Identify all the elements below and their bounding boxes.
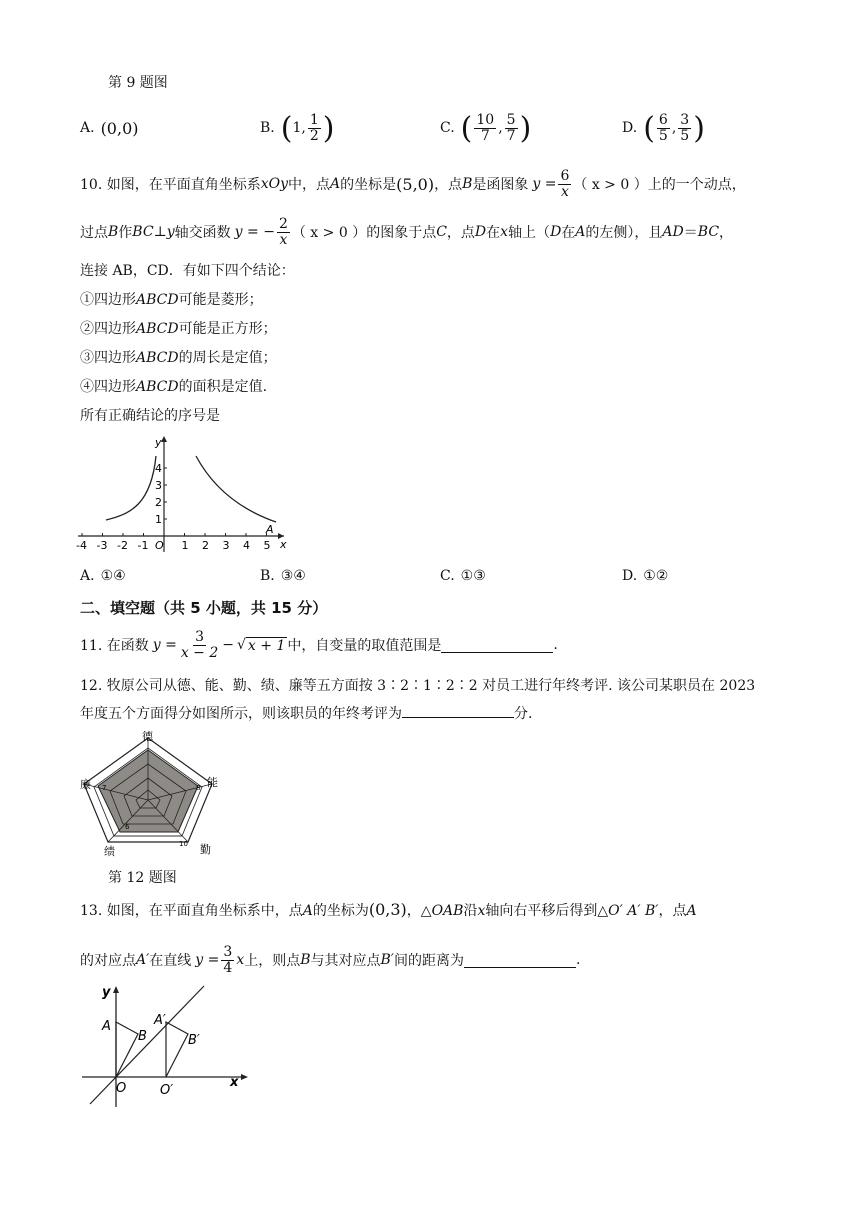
option-letter: C. xyxy=(440,568,455,584)
answer-blank[interactable] xyxy=(402,703,514,718)
frac-den: x − 2 xyxy=(180,644,219,661)
option-letter: A. xyxy=(80,120,95,136)
x-axis-label: x xyxy=(230,1075,239,1090)
text: . xyxy=(575,952,581,968)
point-b-prime-label: B′ xyxy=(188,1033,200,1048)
text: 年度五个方面得分如图所示，则该职员的年终考评为 xyxy=(80,706,402,722)
option-letter: C. xyxy=(440,120,455,136)
y-axis-label: y xyxy=(102,985,111,1000)
q10-line1 xyxy=(80,160,746,208)
math: y = xyxy=(195,952,220,968)
math: AD xyxy=(662,224,684,240)
radar-label-de: 德 xyxy=(142,730,153,743)
x-tick-label: O xyxy=(155,539,164,552)
math: D xyxy=(550,224,562,240)
point-b-label: B xyxy=(138,1029,147,1044)
option-text: ①② xyxy=(643,568,669,584)
q10-line3: 连接 AB，CD．有如下四个结论： xyxy=(80,263,295,279)
radar-label-qin: 勤 xyxy=(200,843,211,856)
q13-line1 xyxy=(80,900,697,920)
frac-den: 5 xyxy=(658,127,668,144)
q12-line1: 12. 牧原公司从德、能、勤、绩、廉等五方面按 3∶2∶1∶2∶2 对员工进行年终考评. 该公司某职员在 2023 xyxy=(80,678,756,694)
text: 在 xyxy=(486,225,501,241)
line-y-3-4x xyxy=(90,986,204,1104)
option-value: (0,0) xyxy=(100,118,139,138)
frac-den: x xyxy=(279,231,288,248)
math: O′ A′ B′ xyxy=(608,903,659,919)
q10-hyperbola-graph xyxy=(76,434,288,556)
radar-value-label: 7 xyxy=(102,784,107,792)
q10-line2 xyxy=(80,208,733,256)
text: 与其对应点 xyxy=(310,953,381,969)
text: 的周长是定值； xyxy=(178,350,277,366)
text: 的面积是定值. xyxy=(178,379,268,395)
text: 沿 xyxy=(463,903,478,919)
frac-num: 10 xyxy=(476,111,495,128)
text: （ x > 0 ）的图象于点 xyxy=(291,225,437,241)
math: y = − xyxy=(234,224,275,240)
radar-label-lian: 廉 xyxy=(80,778,91,791)
math: − xyxy=(222,637,234,653)
math: BC xyxy=(697,224,720,240)
text: ①四边形 xyxy=(80,292,136,308)
text: 的坐标是 xyxy=(340,177,397,193)
q10-option-d xyxy=(622,568,668,584)
math: B′ xyxy=(380,952,394,968)
triangle-o-a-b-prime xyxy=(166,1022,188,1077)
text: 可能是菱形； xyxy=(178,292,263,308)
q9-option-d: D. ( $\frac{6}{5}$ , $\frac{3}{5}$ ) xyxy=(622,110,705,146)
text: 是函图象 xyxy=(472,177,529,193)
x-tick-label: -4 xyxy=(76,539,87,552)
frac-den: x xyxy=(560,183,569,200)
y-tick-label: 2 xyxy=(155,496,162,509)
text: 轴交函数 xyxy=(174,225,231,241)
q11-line: 11. 在函数 y = $\frac{3}{x - 2}$ − √ x + 1 中，自变量的取值范围是 . xyxy=(80,628,558,661)
radar-label-ji: 绩 xyxy=(104,845,115,858)
text: . xyxy=(553,637,558,653)
math: (5,0) xyxy=(396,174,435,194)
math: A xyxy=(302,903,313,919)
math: ABCD xyxy=(136,292,179,308)
frac-den: 2 xyxy=(309,127,319,144)
x-tick-label: 4 xyxy=(243,539,250,552)
q9-caption: 第 9 题图 xyxy=(108,75,168,91)
x-tick-label: -1 xyxy=(137,539,149,552)
math: B xyxy=(300,952,311,968)
text: 间的距离为 xyxy=(393,953,464,969)
text: 上，则点 xyxy=(244,953,301,969)
math: y = xyxy=(152,637,177,653)
q10-conclusion-4 xyxy=(80,376,267,396)
text: 的左侧），且 xyxy=(585,225,663,241)
option-letter: D. xyxy=(622,120,638,136)
text: 10. 如图，在平面直角坐标系 xyxy=(80,177,261,193)
math: OAB xyxy=(431,903,464,919)
point-a-label: A xyxy=(102,1019,111,1034)
sqrt-radicand: x + 1 xyxy=(247,637,286,654)
q13-line2 xyxy=(80,936,580,984)
text: ，点 xyxy=(446,225,475,241)
x-tick-label: 3 xyxy=(222,539,230,552)
point-a-label: A xyxy=(266,523,274,536)
frac-num: 1 xyxy=(309,111,319,128)
answer-blank[interactable] xyxy=(441,638,553,653)
left-curve xyxy=(106,456,156,520)
math: BC xyxy=(132,224,154,240)
q10-conclusion-2 xyxy=(80,318,277,338)
q10-conclusion-3 xyxy=(80,347,277,367)
answer-blank[interactable] xyxy=(464,953,576,968)
math: ＝ xyxy=(683,225,698,241)
math: D xyxy=(474,224,487,240)
text: ②四边形 xyxy=(80,321,136,337)
math: ABCD xyxy=(136,379,179,395)
q10-option-a xyxy=(80,568,126,584)
text: ④四边形 xyxy=(80,379,136,395)
math: ABCD xyxy=(136,350,179,366)
radar-value-label: 10 xyxy=(179,840,188,848)
math: A xyxy=(330,176,341,192)
frac-num: 6 xyxy=(658,111,668,128)
x-axis-arrow-icon xyxy=(241,1074,248,1080)
x-tick-label: -3 xyxy=(96,539,108,552)
math: A xyxy=(686,903,697,919)
math: x xyxy=(477,903,486,919)
x-tick-label: 5 xyxy=(263,539,271,552)
math: B xyxy=(108,224,119,240)
text: ，点 xyxy=(434,177,463,193)
option-text: ③④ xyxy=(280,568,306,584)
q12-radar-chart xyxy=(76,728,226,858)
text: ③四边形 xyxy=(80,350,136,366)
x-axis-label: x xyxy=(280,538,287,551)
text: 在 xyxy=(561,225,576,241)
frac-num: 6 xyxy=(560,167,570,184)
radar-label-neng: 能 xyxy=(207,776,218,789)
text: 11. 在函数 xyxy=(80,638,149,654)
option-letter: B. xyxy=(260,120,275,136)
point-a-prime-label: A′ xyxy=(154,1013,166,1028)
text: 的对应点 xyxy=(80,953,136,969)
q13-translation-graph xyxy=(76,982,256,1112)
point-o-prime-label: O′ xyxy=(160,1083,174,1098)
y-tick-label: 3 xyxy=(155,479,162,492)
q12-line2 xyxy=(80,703,532,723)
math: x xyxy=(236,952,245,968)
text: 轴向右平移后得到△ xyxy=(485,903,609,919)
y-tick-label: 4 xyxy=(155,462,162,475)
x-tick-label: 1 xyxy=(181,539,189,552)
option-text: ①③ xyxy=(460,568,486,584)
frac-num: 3 xyxy=(195,628,204,645)
text: 分. xyxy=(514,706,533,722)
tick-group xyxy=(76,462,271,552)
section-heading: 二、填空题（共 5 小题，共 15 分） xyxy=(80,599,328,617)
frac-num: 2 xyxy=(278,215,288,232)
text: 中，自变量的取值范围是 xyxy=(287,638,442,654)
math: y xyxy=(166,224,175,240)
q10-option-b xyxy=(260,568,306,584)
text: 过点 xyxy=(80,225,108,241)
text: 中，点 xyxy=(288,177,331,193)
x-tick-label: 2 xyxy=(202,539,209,552)
frac-num: 3 xyxy=(223,943,233,960)
q10-option-c xyxy=(440,568,486,584)
y-axis-arrow-icon xyxy=(113,986,119,993)
q12-caption: 第 12 题图 xyxy=(108,870,177,886)
math: C xyxy=(436,224,447,240)
y-axis-arrow-icon xyxy=(161,436,167,442)
radar-value-label: 8 xyxy=(196,784,201,792)
text: ，点 xyxy=(658,903,687,919)
frac-num: 3 xyxy=(680,111,690,128)
math: A xyxy=(575,224,586,240)
text: 可能是正方形； xyxy=(178,321,277,337)
frac-den: 5 xyxy=(680,127,690,144)
frac-den: 4 xyxy=(223,959,233,976)
triangle-oab xyxy=(116,1022,138,1077)
text: 在直线 xyxy=(149,953,192,969)
text: （ x > 0 ）上的一个动点， xyxy=(573,177,746,193)
text: ，△ xyxy=(406,903,432,919)
x-tick-label: -2 xyxy=(117,539,128,552)
frac-den: 7 xyxy=(506,127,516,144)
text: 13. 如图，在平面直角坐标系中，点 xyxy=(80,903,303,919)
option-value-a: 1, xyxy=(292,120,306,136)
math: ABCD xyxy=(136,321,179,337)
text: 轴上（ xyxy=(508,225,551,241)
math: A′ xyxy=(136,952,150,968)
radar-value-label: 6 xyxy=(125,823,130,831)
option-letter: A. xyxy=(80,568,95,584)
text: 作 xyxy=(118,225,133,241)
text: 的坐标为 xyxy=(312,903,369,919)
math: x xyxy=(500,224,509,240)
origin-label: O xyxy=(116,1081,127,1096)
q9-option-c: C. ( $\frac{10}{7}$ , $\frac{5}{7}$ ) xyxy=(440,110,532,146)
option-letter: D. xyxy=(622,568,638,584)
q9-option-a xyxy=(80,108,139,148)
math: B xyxy=(462,176,473,192)
q9-option-b: B. ( 1, $\frac{1}{2}$ ) xyxy=(260,110,335,146)
text: ， xyxy=(719,225,734,241)
math: y = xyxy=(532,176,557,192)
frac-den: 7 xyxy=(480,127,490,144)
option-letter: B. xyxy=(260,568,275,584)
right-curve xyxy=(196,456,276,522)
frac-num: 5 xyxy=(506,111,516,128)
y-tick-label: 1 xyxy=(155,513,162,526)
option-text: ①④ xyxy=(100,568,126,584)
y-axis-label: y xyxy=(155,436,162,449)
math: xOy xyxy=(260,176,289,192)
q10-conclusion-1 xyxy=(80,289,263,309)
math: ⊥ xyxy=(153,224,167,240)
q10-question: 所有正确结论的序号是 xyxy=(80,408,220,424)
math: (0,3) xyxy=(368,900,407,919)
